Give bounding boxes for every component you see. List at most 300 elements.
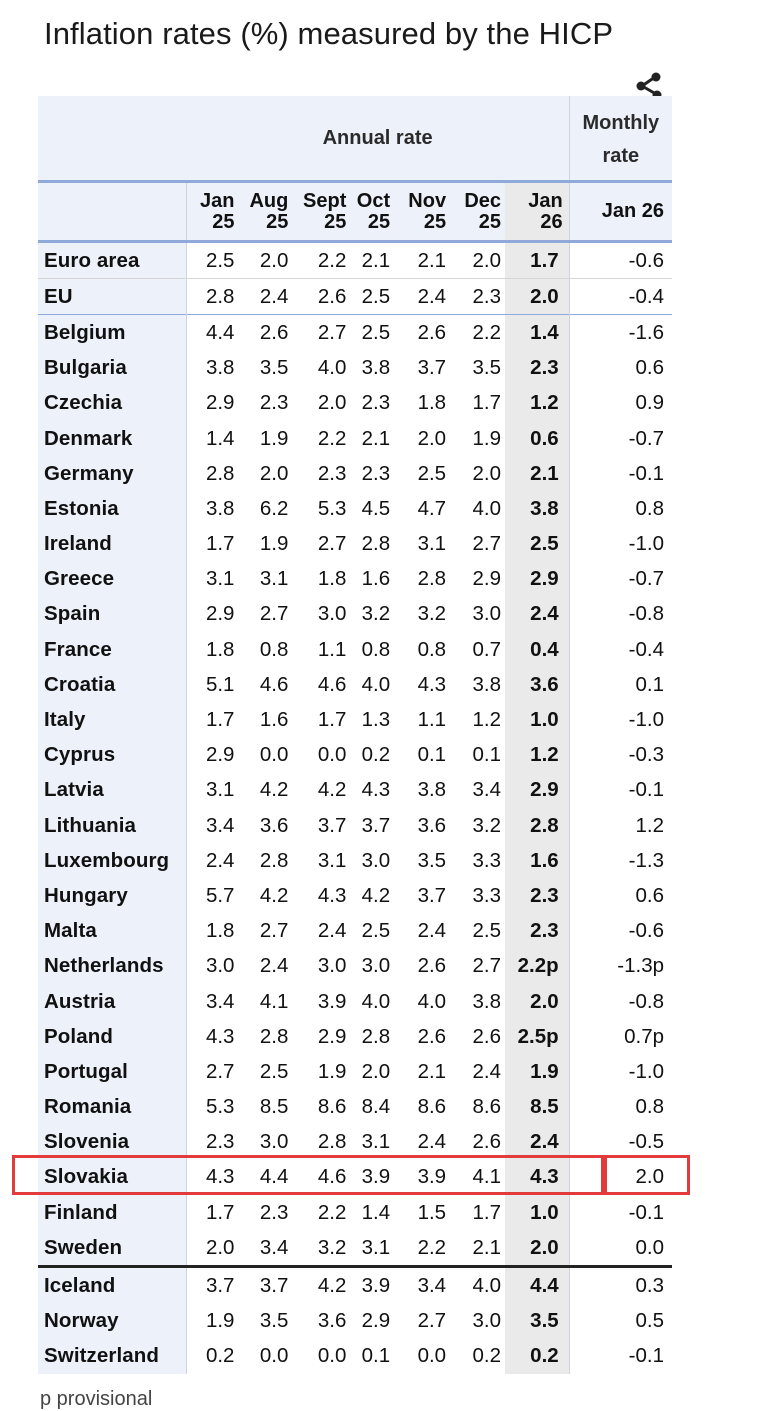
column-header-year: 26 — [540, 210, 563, 233]
country-name: Euro area — [38, 242, 187, 279]
annual-rate-cell: 3.4 — [205, 989, 235, 1013]
annual-rate-cell: 1.9 — [259, 426, 289, 450]
country-name: Luxembourg — [38, 843, 187, 878]
annual-rate-cell: 3.6 — [259, 813, 289, 837]
monthly-rate-cell: 0.6 — [569, 878, 672, 913]
table-row — [38, 1339, 672, 1374]
annual-rate-cell: 3.3 — [472, 848, 502, 872]
annual-rate-cell: 1.6 — [259, 708, 289, 732]
annual-rate-cell: 1.1 — [317, 637, 347, 661]
annual-rate-cell: 2.7 — [292, 315, 350, 351]
monthly-rate-cell: -0.6 — [569, 914, 672, 949]
annual-rate-cell: 2.1 — [361, 426, 391, 450]
annual-rate-cell: 1.6 — [361, 567, 391, 591]
annual-rate-cell: 2.0 — [472, 248, 502, 272]
monthly-rate-cell: 0.7p — [569, 1019, 672, 1054]
annual-rate-cell: 2.2 — [317, 1200, 347, 1224]
annual-rate-cell: 1.0 — [505, 702, 569, 737]
column-header — [450, 182, 505, 242]
annual-rate-cell: 2.0 — [505, 279, 569, 315]
annual-rate-cell: 2.3 — [259, 391, 289, 415]
annual-rate-cell: 3.4 — [472, 778, 502, 802]
annual-rate-cell: 0.0 — [259, 1344, 289, 1368]
annual-rate-cell: 8.6 — [472, 1095, 502, 1119]
annual-rate-cell: 0.8 — [417, 637, 447, 661]
annual-rate-cell: 4.0 — [450, 1267, 505, 1304]
annual-rate-cell: 1.2 — [472, 708, 502, 732]
country-name: Sweden — [38, 1230, 187, 1267]
country-name: Hungary — [38, 878, 187, 913]
monthly-rate-cell: -0.1 — [569, 1339, 672, 1374]
annual-rate-cell: 1.7 — [205, 532, 235, 556]
annual-rate-cell: 3.0 — [317, 954, 347, 978]
annual-rate-cell: 8.5 — [505, 1090, 569, 1125]
annual-rate-cell: 2.3 — [505, 878, 569, 913]
table-row — [38, 1267, 672, 1304]
monthly-rate-line1: Monthly — [582, 112, 660, 134]
annual-rate-cell: 2.5 — [205, 248, 235, 272]
country-name: Belgium — [38, 315, 187, 351]
annual-rate-cell: 2.3 — [361, 391, 391, 415]
annual-rate-cell: 4.5 — [361, 496, 391, 520]
annual-rate-cell: 2.6 — [417, 954, 447, 978]
annual-rate-cell: 2.9 — [472, 567, 502, 591]
monthly-rate-cell: -0.8 — [569, 984, 672, 1019]
country-name: Portugal — [38, 1054, 187, 1089]
monthly-rate-cell: 2.0 — [569, 1160, 672, 1195]
table-row — [38, 878, 672, 913]
table-row — [38, 242, 672, 279]
annual-rate-cell: 0.0 — [259, 743, 289, 767]
annual-rate-cell: 3.0 — [259, 1130, 289, 1154]
annual-rate-cell: 2.9 — [505, 773, 569, 808]
table-row — [38, 773, 672, 808]
monthly-column-header: Jan 26 — [569, 182, 672, 242]
footnote: p provisional — [40, 1388, 153, 1410]
column-header-year: 25 — [478, 210, 502, 233]
annual-rate-cell: 1.4 — [205, 426, 235, 450]
monthly-rate-cell: -1.0 — [569, 527, 672, 562]
annual-rate-cell: 0.2 — [361, 743, 391, 767]
annual-rate-cell: 2.3 — [361, 461, 391, 485]
annual-rate-cell: 3.1 — [259, 567, 289, 591]
annual-rate-cell: 4.2 — [292, 1267, 350, 1304]
monthly-rate-cell: 0.1 — [569, 667, 672, 702]
annual-rate-cell: 1.8 — [205, 919, 235, 943]
table-row — [38, 1054, 672, 1089]
annual-rate-cell: 4.2 — [259, 883, 289, 907]
column-header-year: 25 — [423, 210, 447, 233]
column-header-month: Jan — [199, 189, 235, 212]
annual-rate-cell: 0.0 — [417, 1344, 447, 1368]
annual-rate-cell: 2.0 — [205, 1235, 235, 1259]
country-name: Spain — [38, 597, 187, 632]
table-row — [38, 843, 672, 878]
annual-rate-cell: 3.3 — [472, 883, 502, 907]
annual-rate-cell: 3.9 — [361, 1165, 391, 1189]
monthly-rate-cell: -0.1 — [569, 1195, 672, 1230]
annual-rate-header: Annual rate — [187, 96, 570, 182]
country-name: Austria — [38, 984, 187, 1019]
monthly-rate-cell: -0.1 — [569, 773, 672, 808]
annual-rate-cell: 1.8 — [317, 567, 347, 591]
monthly-rate-cell: 1.2 — [569, 808, 672, 843]
annual-rate-cell: 3.9 — [417, 1165, 447, 1189]
annual-rate-cell: 4.2 — [317, 778, 347, 802]
annual-rate-cell: 2.4 — [317, 919, 347, 943]
table-row — [38, 1195, 672, 1230]
column-header-month: Aug — [249, 189, 289, 212]
annual-rate-cell: 5.1 — [205, 672, 235, 696]
annual-rate-cell: 4.1 — [259, 989, 289, 1013]
annual-rate-cell: 2.8 — [187, 279, 239, 315]
annual-rate-cell: 3.6 — [417, 813, 447, 837]
annual-rate-cell: 3.7 — [417, 883, 447, 907]
monthly-rate-header — [569, 96, 672, 182]
country-name: Greece — [38, 562, 187, 597]
country-name: Iceland — [38, 1267, 187, 1304]
annual-rate-cell: 1.6 — [505, 843, 569, 878]
table-row — [38, 984, 672, 1019]
annual-rate-cell: 2.2 — [417, 1235, 447, 1259]
header-corner — [38, 96, 187, 182]
annual-rate-cell: 1.7 — [505, 242, 569, 279]
annual-rate-cell: 1.5 — [417, 1200, 447, 1224]
annual-rate-cell: 1.8 — [205, 637, 235, 661]
annual-rate-cell: 2.8 — [205, 461, 235, 485]
annual-rate-cell: 4.7 — [417, 496, 447, 520]
column-header-year: 25 — [367, 210, 391, 233]
slovakia-row-highlight — [12, 1155, 604, 1195]
annual-rate-cell: 0.1 — [417, 743, 447, 767]
annual-rate-cell: 3.2 — [472, 813, 502, 837]
annual-rate-cell: 1.7 — [205, 708, 235, 732]
annual-rate-cell: 4.0 — [417, 989, 447, 1013]
monthly-rate-cell: -1.0 — [569, 702, 672, 737]
annual-rate-cell: 4.0 — [472, 496, 502, 520]
annual-rate-cell: 3.8 — [417, 778, 447, 802]
table-row — [38, 702, 672, 737]
annual-rate-cell: 2.4 — [417, 1130, 447, 1154]
monthly-rate-cell: -0.3 — [569, 738, 672, 773]
table-row — [38, 1090, 672, 1125]
monthly-rate-cell: -0.6 — [569, 242, 672, 279]
annual-rate-cell: 2.8 — [417, 567, 447, 591]
annual-rate-cell: 1.9 — [317, 1059, 347, 1083]
country-name: Poland — [38, 1019, 187, 1054]
annual-rate-cell: 1.7 — [472, 1200, 502, 1224]
monthly-rate-cell: -1.3 — [569, 843, 672, 878]
annual-rate-cell: 8.4 — [361, 1095, 391, 1119]
annual-rate-cell: 1.9 — [505, 1054, 569, 1089]
annual-rate-cell: 1.9 — [259, 532, 289, 556]
country-name: Slovakia — [38, 1160, 187, 1195]
annual-rate-cell: 2.9 — [317, 1024, 347, 1048]
annual-rate-cell: 2.4 — [505, 1125, 569, 1160]
annual-rate-cell: 3.5 — [259, 1309, 289, 1333]
table-row — [38, 667, 672, 702]
annual-rate-cell: 2.0 — [417, 426, 447, 450]
monthly-rate-line2: rate — [602, 145, 640, 167]
annual-rate-cell: 3.1 — [317, 848, 347, 872]
annual-rate-cell: 3.0 — [472, 602, 502, 626]
annual-rate-cell: 4.6 — [317, 672, 347, 696]
annual-rate-cell: 1.3 — [361, 708, 391, 732]
monthly-rate-cell: -1.6 — [569, 315, 672, 351]
annual-rate-cell: 2.2 — [317, 248, 347, 272]
annual-rate-cell: 2.4 — [259, 954, 289, 978]
annual-rate-cell: 2.0 — [259, 248, 289, 272]
annual-rate-cell: 2.5 — [472, 919, 502, 943]
annual-rate-cell: 2.3 — [259, 1200, 289, 1224]
table-row — [38, 527, 672, 562]
country-name: Lithuania — [38, 808, 187, 843]
table-row — [38, 1019, 672, 1054]
annual-rate-cell: 4.4 — [505, 1267, 569, 1304]
table-row — [38, 315, 672, 351]
annual-rate-cell: 4.3 — [205, 1165, 235, 1189]
country-name: Ireland — [38, 527, 187, 562]
annual-rate-cell: 2.7 — [472, 954, 502, 978]
annual-rate-cell: 2.3 — [205, 1130, 235, 1154]
annual-rate-cell: 4.0 — [317, 356, 347, 380]
annual-rate-cell: 2.8 — [361, 1024, 391, 1048]
annual-rate-cell: 2.7 — [259, 919, 289, 943]
annual-rate-cell: 3.1 — [205, 778, 235, 802]
annual-rate-cell: 3.7 — [238, 1267, 292, 1304]
column-header-month: Nov — [408, 189, 447, 212]
annual-rate-cell: 2.6 — [417, 1024, 447, 1048]
table-row — [38, 597, 672, 632]
annual-rate-cell: 3.7 — [417, 356, 447, 380]
annual-rate-cell: 3.6 — [505, 667, 569, 702]
table-row — [38, 351, 672, 386]
annual-rate-cell: 2.4 — [417, 919, 447, 943]
annual-rate-cell: 2.7 — [417, 1309, 447, 1333]
table-row — [38, 279, 672, 315]
table-row — [38, 386, 672, 421]
country-name: Finland — [38, 1195, 187, 1230]
annual-rate-cell: 2.4 — [505, 597, 569, 632]
annual-rate-cell: 0.1 — [472, 743, 502, 767]
annual-rate-cell: 3.8 — [205, 356, 235, 380]
annual-rate-cell: 2.4 — [394, 279, 450, 315]
annual-rate-cell: 4.3 — [361, 778, 391, 802]
annual-rate-cell: 1.4 — [505, 315, 569, 351]
monthly-rate-cell: -0.8 — [569, 597, 672, 632]
table-row — [38, 949, 672, 984]
annual-rate-cell: 4.4 — [187, 315, 239, 351]
monthly-rate-cell: -1.3p — [569, 949, 672, 984]
annual-rate-cell: 1.1 — [417, 708, 447, 732]
annual-rate-cell: 0.0 — [317, 743, 347, 767]
country-name: Cyprus — [38, 738, 187, 773]
annual-rate-cell: 3.5 — [505, 1304, 569, 1339]
annual-rate-cell: 0.0 — [317, 1344, 347, 1368]
annual-rate-cell: 3.5 — [259, 356, 289, 380]
annual-rate-cell: 0.8 — [259, 637, 289, 661]
annual-rate-cell: 2.1 — [472, 1235, 502, 1259]
annual-rate-cell: 2.9 — [205, 391, 235, 415]
table-row — [38, 914, 672, 949]
annual-rate-cell: 3.8 — [505, 491, 569, 526]
annual-rate-cell: 5.7 — [205, 883, 235, 907]
annual-rate-cell: 3.2 — [417, 602, 447, 626]
annual-rate-cell: 2.1 — [417, 248, 447, 272]
annual-rate-cell: 2.7 — [472, 532, 502, 556]
annual-rate-cell: 2.6 — [238, 315, 292, 351]
table-row — [38, 1230, 672, 1267]
column-header — [238, 182, 292, 242]
table-row — [38, 491, 672, 526]
column-header-corner — [38, 182, 187, 242]
annual-rate-cell: 0.6 — [505, 421, 569, 456]
column-header — [292, 182, 350, 242]
annual-rate-cell: 4.6 — [259, 672, 289, 696]
country-name: Latvia — [38, 773, 187, 808]
annual-rate-cell: 2.2 — [450, 315, 505, 351]
country-name: France — [38, 632, 187, 667]
annual-rate-cell: 3.7 — [317, 813, 347, 837]
annual-rate-cell: 1.9 — [472, 426, 502, 450]
annual-rate-cell: 4.1 — [472, 1165, 502, 1189]
annual-rate-cell: 4.2 — [259, 778, 289, 802]
monthly-rate-cell: 0.5 — [569, 1304, 672, 1339]
annual-rate-cell: 2.7 — [205, 1059, 235, 1083]
annual-rate-cell: 4.3 — [317, 883, 347, 907]
annual-rate-cell: 1.2 — [505, 386, 569, 421]
annual-rate-cell: 8.6 — [417, 1095, 447, 1119]
table-row — [38, 738, 672, 773]
annual-rate-cell: 3.8 — [205, 496, 235, 520]
monthly-rate-cell: -0.5 — [569, 1125, 672, 1160]
column-header-month: Jan — [528, 189, 563, 212]
annual-rate-cell: 3.4 — [259, 1235, 289, 1259]
annual-rate-cell: 1.4 — [361, 1200, 391, 1224]
annual-rate-cell: 3.2 — [361, 602, 391, 626]
monthly-rate-cell: 0.8 — [569, 1090, 672, 1125]
annual-rate-cell: 0.2 — [505, 1339, 569, 1374]
column-header-year: 25 — [212, 210, 235, 233]
annual-rate-cell: 2.3 — [505, 914, 569, 949]
annual-rate-cell: 2.6 — [394, 315, 450, 351]
annual-rate-cell: 3.5 — [472, 356, 502, 380]
annual-rate-cell: 5.3 — [317, 496, 347, 520]
country-name: Bulgaria — [38, 351, 187, 386]
annual-rate-cell: 2.8 — [317, 1130, 347, 1154]
annual-rate-cell: 3.1 — [361, 1235, 391, 1259]
annual-rate-cell: 3.1 — [417, 532, 447, 556]
country-name: Germany — [38, 456, 187, 491]
annual-rate-cell: 4.3 — [205, 1024, 235, 1048]
annual-rate-cell: 0.1 — [361, 1344, 391, 1368]
country-name: Switzerland — [38, 1339, 187, 1374]
annual-rate-cell: 4.0 — [361, 989, 391, 1013]
table-body — [38, 242, 672, 1375]
annual-rate-cell: 2.9 — [205, 743, 235, 767]
country-name: Estonia — [38, 491, 187, 526]
annual-rate-cell: 2.8 — [361, 532, 391, 556]
column-header-month: Sept — [303, 189, 347, 212]
annual-rate-cell: 2.0 — [472, 461, 502, 485]
annual-rate-cell: 2.0 — [505, 1230, 569, 1267]
annual-rate-cell: 3.7 — [361, 813, 391, 837]
annual-rate-cell: 3.0 — [361, 954, 391, 978]
monthly-rate-cell: 0.8 — [569, 491, 672, 526]
annual-rate-cell: 2.0 — [505, 984, 569, 1019]
country-name: Czechia — [38, 386, 187, 421]
annual-rate-cell: 3.4 — [205, 813, 235, 837]
annual-rate-cell: 3.0 — [205, 954, 235, 978]
country-name: Malta — [38, 914, 187, 949]
annual-rate-cell: 0.7 — [472, 637, 502, 661]
annual-rate-cell: 2.6 — [472, 1024, 502, 1048]
page-title: Inflation rates (%) measured by the HICP — [44, 16, 614, 51]
annual-rate-cell: 3.7 — [187, 1267, 239, 1304]
column-header — [350, 182, 394, 242]
annual-rate-cell: 2.6 — [292, 279, 350, 315]
column-header-year: 25 — [266, 210, 289, 233]
annual-rate-cell: 2.5 — [350, 315, 394, 351]
annual-rate-cell: 2.3 — [450, 279, 505, 315]
annual-rate-cell: 4.3 — [505, 1160, 569, 1195]
annual-rate-cell: 5.3 — [205, 1095, 235, 1119]
monthly-rate-cell: -0.7 — [569, 562, 672, 597]
annual-rate-cell: 2.1 — [505, 456, 569, 491]
monthly-rate-cell: -0.1 — [569, 456, 672, 491]
table-row — [38, 421, 672, 456]
annual-rate-cell: 1.9 — [205, 1309, 235, 1333]
column-header-month: Dec — [464, 189, 502, 212]
annual-rate-cell: 2.8 — [259, 1024, 289, 1048]
annual-rate-cell: 3.6 — [317, 1309, 347, 1333]
annual-rate-cell: 2.0 — [361, 1059, 391, 1083]
annual-rate-cell: 2.0 — [317, 391, 347, 415]
column-header-year: 25 — [324, 210, 347, 233]
monthly-rate-cell: -0.7 — [569, 421, 672, 456]
annual-rate-cell: 3.8 — [472, 672, 502, 696]
monthly-rate-cell: 0.3 — [569, 1267, 672, 1304]
annual-rate-cell: 2.5 — [259, 1059, 289, 1083]
table-row — [38, 456, 672, 491]
annual-rate-cell: 2.2p — [505, 949, 569, 984]
annual-rate-cell: 2.8 — [505, 808, 569, 843]
annual-rate-cell: 4.0 — [361, 672, 391, 696]
annual-rate-cell: 3.0 — [472, 1309, 502, 1333]
annual-rate-cell: 0.2 — [472, 1344, 502, 1368]
annual-rate-cell: 2.4 — [472, 1059, 502, 1083]
slovakia-monthly-highlight — [604, 1155, 690, 1195]
column-header — [187, 182, 239, 242]
annual-rate-cell: 1.7 — [317, 708, 347, 732]
annual-rate-cell: 2.6 — [472, 1130, 502, 1154]
table-row — [38, 632, 672, 667]
country-name: Romania — [38, 1090, 187, 1125]
table-row — [38, 562, 672, 597]
annual-rate-cell: 0.2 — [205, 1344, 235, 1368]
country-name: Slovenia — [38, 1125, 187, 1160]
country-name: Italy — [38, 702, 187, 737]
annual-rate-cell: 2.5 — [417, 461, 447, 485]
annual-rate-cell: 1.0 — [505, 1195, 569, 1230]
annual-rate-cell: 3.9 — [317, 989, 347, 1013]
annual-rate-cell: 4.4 — [259, 1165, 289, 1189]
annual-rate-cell: 3.0 — [317, 602, 347, 626]
annual-rate-cell: 6.2 — [259, 496, 289, 520]
annual-rate-cell: 3.1 — [205, 567, 235, 591]
annual-rate-cell: 3.0 — [361, 848, 391, 872]
annual-rate-cell: 4.2 — [361, 883, 391, 907]
